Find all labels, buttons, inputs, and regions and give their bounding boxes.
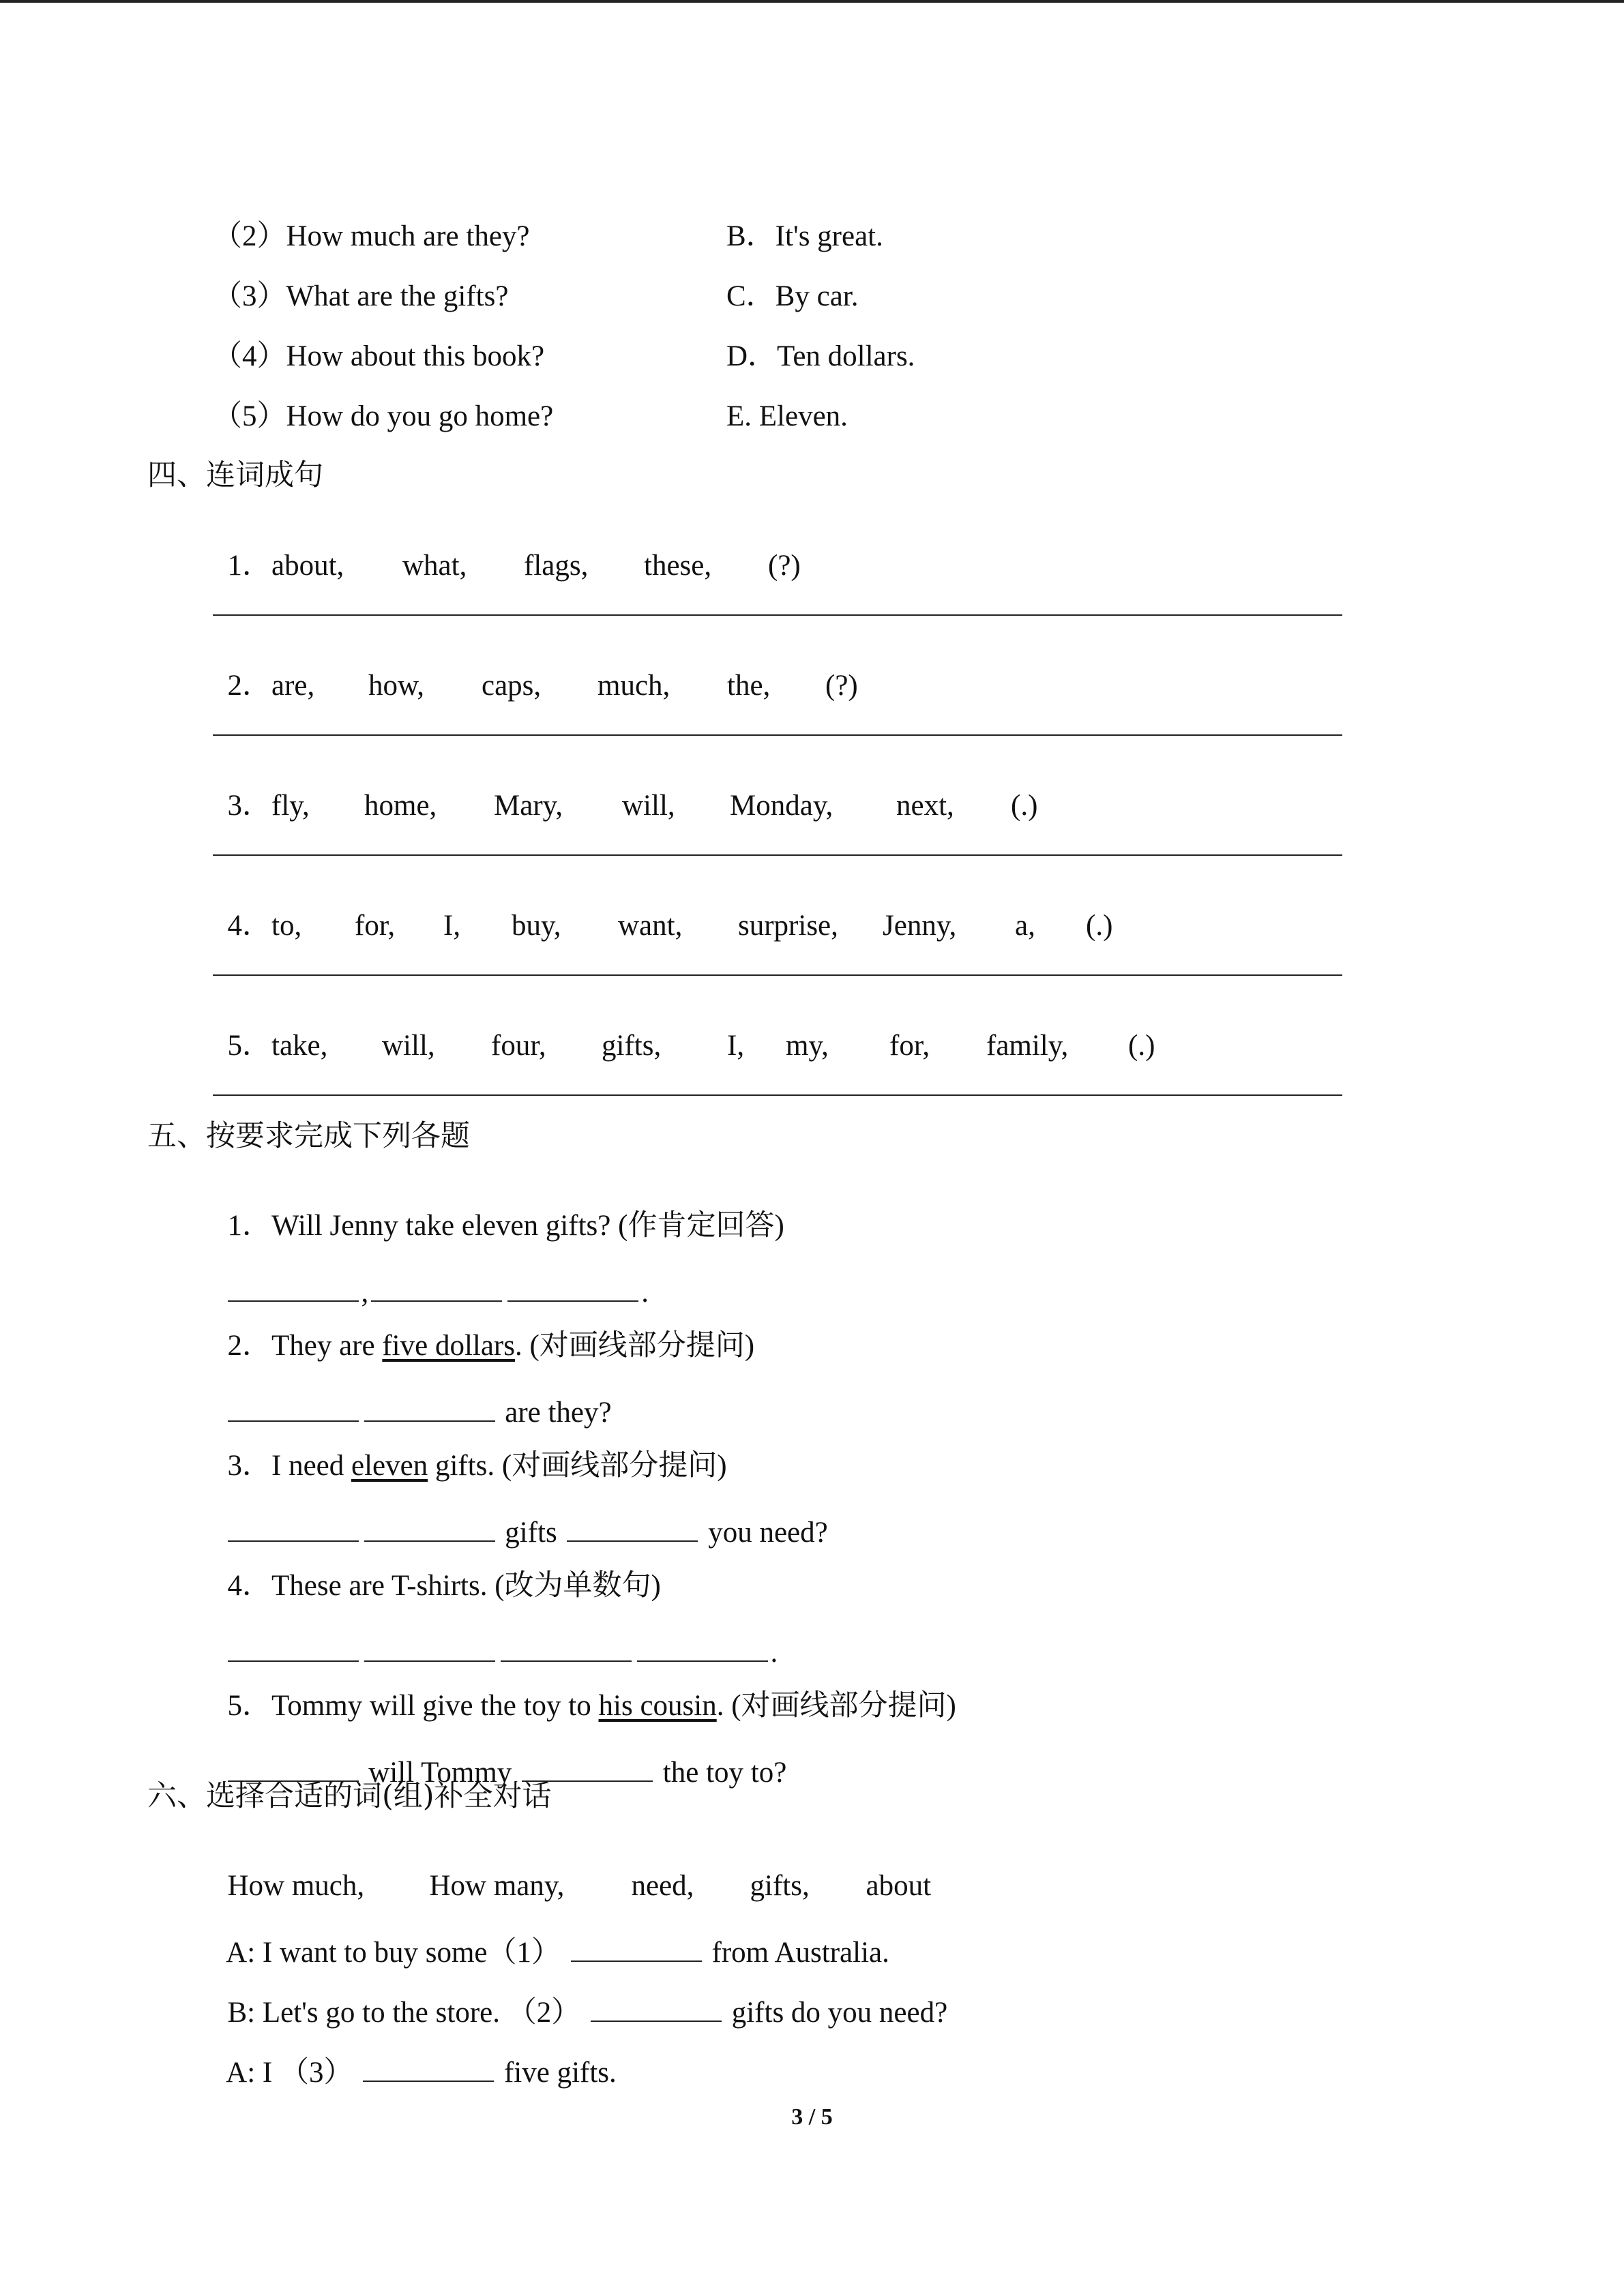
answer-blank[interactable]	[364, 1511, 495, 1542]
s5-q2-post: . (对画线部分提问)	[514, 1330, 755, 1362]
period: .	[641, 1277, 649, 1309]
word-token: how,	[368, 670, 425, 702]
s5-q3-mid: gifts	[505, 1517, 557, 1549]
dialog-post: from Australia.	[711, 1937, 889, 1969]
word-token: Jenny,	[883, 910, 957, 942]
word-token: buy,	[512, 910, 561, 942]
s5-q2-pre: They are	[271, 1330, 383, 1362]
word-token: for,	[355, 910, 396, 942]
answer-blank[interactable]	[228, 1271, 359, 1302]
word-token: fly,	[271, 790, 310, 822]
word-token: I,	[443, 910, 461, 942]
s5-q1-answer	[213, 1242, 649, 1307]
word-token: gifts,	[602, 1030, 662, 1062]
word-token: (?)	[825, 670, 858, 702]
dialog-pre: A: I want to buy some（1）	[226, 1937, 561, 1969]
match-question-3: （3）What are the gifts?	[213, 280, 509, 312]
s4-item-3	[213, 762, 1037, 820]
word-token: home,	[364, 790, 437, 822]
word-token: Mary,	[494, 790, 563, 822]
s5-q3-post: gifts. (对画线部分提问)	[428, 1450, 727, 1482]
word-token: family,	[986, 1030, 1069, 1062]
s5-q5-answer	[213, 1722, 786, 1787]
s4-item-2	[213, 642, 858, 700]
word-token: Monday,	[730, 790, 833, 822]
s4-item-5-num: 5．	[227, 1030, 271, 1062]
match-answer-d: D．Ten dollars.	[726, 340, 915, 372]
word-bank-item: How much,	[227, 1870, 365, 1902]
answer-blank[interactable]	[228, 1631, 359, 1662]
s5-q4-text: These are T-shirts. (改为单数句)	[271, 1570, 661, 1602]
s5-q4	[213, 1542, 661, 1600]
s4-item-4	[213, 882, 1112, 940]
underlined-phrase: his cousin	[598, 1690, 717, 1722]
word-token: the,	[727, 670, 771, 702]
word-token: what,	[402, 550, 467, 582]
word-bank-item: gifts,	[750, 1870, 810, 1902]
answer-line-3[interactable]	[213, 854, 1342, 856]
section-5-title: 五、按要求完成下列各题	[147, 1119, 470, 1153]
answer-line-1[interactable]	[213, 614, 1342, 616]
s5-q4-num: 4．	[227, 1570, 271, 1602]
comma: ,	[361, 1277, 369, 1309]
underlined-phrase: eleven	[351, 1450, 428, 1482]
word-token: to,	[271, 910, 302, 942]
s5-q2	[213, 1302, 754, 1360]
s5-q5-tail: the toy to?	[662, 1757, 787, 1789]
dialog-pre: A: I （3）	[226, 2057, 353, 2089]
word-token: want,	[618, 910, 683, 942]
answer-blank[interactable]	[371, 1271, 502, 1302]
answer-blank[interactable]	[228, 1751, 359, 1782]
match-question-2: （2）How much are they?	[213, 220, 530, 252]
top-border	[0, 0, 1624, 3]
s5-q3-tail: you need?	[708, 1517, 828, 1549]
s5-q4-answer	[213, 1602, 778, 1667]
s4-item-4-num: 4．	[227, 910, 271, 942]
s5-q2-tail: are they?	[505, 1397, 612, 1429]
dialog-post: five gifts.	[503, 2057, 617, 2089]
word-token: take,	[271, 1030, 328, 1062]
page-number: 3 / 5	[791, 2104, 833, 2130]
word-bank	[213, 1842, 931, 1900]
answer-blank[interactable]	[567, 1511, 698, 1542]
word-bank-item: about	[866, 1870, 932, 1902]
s5-q5-num: 5．	[227, 1690, 271, 1722]
s5-q3	[213, 1422, 727, 1480]
s5-q1-num: 1．	[227, 1210, 271, 1242]
word-token: my,	[786, 1030, 829, 1062]
match-question-4: （4）How about this book?	[213, 340, 545, 372]
word-token: next,	[896, 790, 954, 822]
answer-blank[interactable]	[363, 2051, 494, 2082]
match-answer-b: B．It's great.	[726, 220, 883, 252]
section-6-title: 六、选择合适的词(组)补全对话	[147, 1779, 552, 1813]
s5-q1	[213, 1182, 784, 1240]
s4-item-1	[213, 522, 801, 580]
word-token: about,	[271, 550, 344, 582]
word-token: I,	[727, 1030, 745, 1062]
word-bank-item: need,	[631, 1870, 694, 1902]
word-bank-item: How many,	[429, 1870, 565, 1902]
dialog-line-2	[213, 1962, 947, 2027]
word-token: four,	[491, 1030, 546, 1062]
answer-blank[interactable]	[637, 1631, 768, 1662]
s5-q5-post: . (对画线部分提问)	[716, 1690, 956, 1722]
answer-line-2[interactable]	[213, 734, 1342, 736]
word-token: these,	[644, 550, 712, 582]
word-token: will,	[382, 1030, 435, 1062]
word-token: (.)	[1011, 790, 1038, 822]
s5-q5-mid: will Tommy	[368, 1757, 512, 1789]
word-token: are,	[271, 670, 315, 702]
dialog-line-1	[213, 1902, 889, 1967]
match-answer-e: E. Eleven.	[726, 400, 848, 432]
match-question-5: （5）How do you go home?	[213, 400, 554, 432]
s5-q3-pre: I need	[271, 1450, 351, 1482]
answer-blank[interactable]	[364, 1631, 495, 1662]
dialog-post: gifts do you need?	[731, 1997, 948, 2029]
answer-line-4[interactable]	[213, 974, 1342, 976]
s4-item-1-num: 1．	[227, 550, 271, 582]
s5-q2-num: 2．	[227, 1330, 271, 1362]
s5-q1-text: Will Jenny take eleven gifts? (作肯定回答)	[271, 1210, 784, 1242]
word-token: flags,	[524, 550, 589, 582]
word-token: much,	[597, 670, 670, 702]
s5-q3-num: 3．	[227, 1450, 271, 1482]
word-token: for,	[889, 1030, 930, 1062]
s4-item-5	[213, 1002, 1155, 1060]
s4-item-3-num: 3．	[227, 790, 271, 822]
word-token: will,	[622, 790, 675, 822]
word-token: a,	[1015, 910, 1035, 942]
answer-blank[interactable]	[507, 1271, 638, 1302]
word-token: (?)	[768, 550, 801, 582]
answer-blank[interactable]	[571, 1931, 702, 1962]
period: .	[770, 1637, 778, 1669]
word-token: (.)	[1128, 1030, 1155, 1062]
answer-line-5[interactable]	[213, 1094, 1342, 1096]
dialog-pre: B: Let's go to the store. （2）	[227, 1997, 581, 2029]
section-4-title: 四、连词成句	[147, 458, 323, 492]
answer-blank[interactable]	[364, 1391, 495, 1422]
s5-q5	[213, 1662, 956, 1720]
answer-blank[interactable]	[228, 1511, 359, 1542]
word-token: (.)	[1086, 910, 1113, 942]
answer-blank[interactable]	[522, 1751, 653, 1782]
underlined-phrase: five dollars	[382, 1330, 515, 1362]
s5-q2-answer	[213, 1362, 612, 1427]
word-token: surprise,	[738, 910, 838, 942]
answer-blank[interactable]	[228, 1391, 359, 1422]
s5-q3-answer	[213, 1482, 828, 1547]
s4-item-2-num: 2．	[227, 670, 271, 702]
s5-q5-pre: Tommy will give the toy to	[271, 1690, 599, 1722]
match-answer-c: C．By car.	[726, 280, 859, 312]
answer-blank[interactable]	[501, 1631, 632, 1662]
dialog-line-3	[213, 2022, 617, 2087]
word-token: caps,	[482, 670, 542, 702]
answer-blank[interactable]	[591, 1991, 722, 2022]
